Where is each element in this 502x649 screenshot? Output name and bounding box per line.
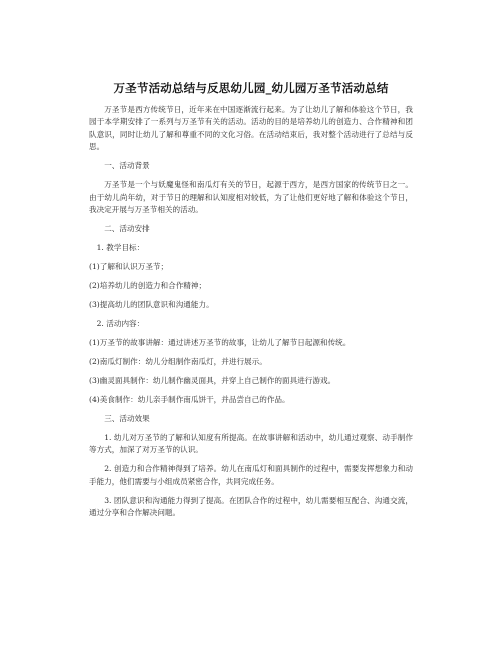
- section-heading-effects: 三、活动效果: [104, 414, 150, 424]
- content-item: (2)南瓜灯制作：幼儿分组制作南瓜灯，并进行展示。: [89, 357, 267, 367]
- effect-paragraph: 3. 团队意识和沟通能力得到了提高。在团队合作的过程中，幼儿需要相互配合、沟通交流，通过分享和合作解决问题。: [89, 495, 413, 518]
- document-title: 万圣节活动总结与反思幼儿园_幼儿园万圣节活动总结: [113, 81, 389, 95]
- goal-item: (3)提高幼儿的团队意识和沟通能力。: [89, 300, 214, 310]
- content-item: (3)幽灵面具制作：幼儿制作幽灵面具，并穿上自己制作的面具进行游戏。: [89, 376, 336, 386]
- content-item: (1)万圣节的故事讲解：通过讲述万圣节的故事，让幼儿了解节日起源和传统。: [89, 338, 351, 348]
- background-paragraph: 万圣节是一个与妖魔鬼怪和南瓜灯有关的节日，起源于西方，是西方国家的传统节日之一。由于幼儿尚年幼，对于节日的理解和认知度相对较低，为了让他们更好地了解和体验这个节日，我决定开展与万圣节相关的活动。: [89, 180, 413, 215]
- content-item: (4)美食制作：幼儿亲手制作南瓜饼干，并品尝自己的作品。: [89, 395, 290, 405]
- section-heading-arrangement: 二、活动安排: [104, 224, 150, 234]
- intro-paragraph: 万圣节是西方传统节日，近年来在中国逐渐流行起来。为了让幼儿了解和体验这个节日，我园于本学期安排了一系列与万圣节有关的活动。活动的目的是培养幼儿的创造力、合作精神和团队意识，同时让幼儿了解和尊重不同的文化习俗。在活动结束后，我对整个活动进行了总结与反思。: [89, 105, 413, 152]
- effect-paragraph: 2. 创造力和合作精神得到了培养。幼儿在南瓜灯和面具制作的过程中，需要发挥想象力和动手能力，他们需要与小组成员紧密合作，共同完成任务。: [89, 464, 413, 486]
- goal-item: (2)培养幼儿的创造力和合作精神；: [89, 281, 207, 291]
- goal-item: (1)了解和认识万圣节；: [89, 262, 169, 272]
- content-heading: 2. 活动内容：: [96, 319, 145, 329]
- effect-paragraph: 1. 幼儿对万圣节的了解和认知度有所提高。在故事讲解和活动中，幼儿通过观察、动手制作等方式，加深了对万圣节的认识。: [89, 433, 413, 455]
- document-body: [89, 104, 413, 526]
- goals-heading: 1. 教学目标：: [96, 243, 145, 253]
- section-heading-background: 一、活动背景: [104, 161, 150, 171]
